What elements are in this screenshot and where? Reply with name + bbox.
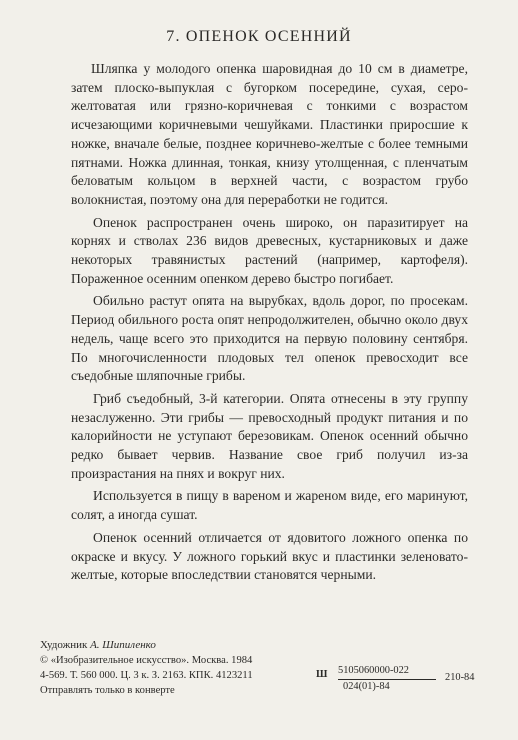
code-numerator: 5105060000-022 [338,665,409,676]
publisher-line: © «Изобразительное искусство». Москва. 1984 [40,655,253,666]
paragraph: Обильно растут опята на вырубках, вдоль дорог, по просекам. Период обильного роста опят непродолжителен, обычно около двух недель, чаще всего это приходится на первую половину сентября. По многочисленности плодовых тел опенок превосходит все съедобные шляпочные грибы. [71,293,468,384]
fraction-line [338,679,436,680]
page-title: 7. ОПЕНОК ОСЕННИЙ [166,28,352,45]
paragraph: Шляпка у молодого опенка шаровидная до 10 см в диаметре, затем плоско-выпуклая с бугорком посередине, сухая, серо-желтоватая или грязно-коричневая с тонкими с возрастом исчезающими коричневыми чешуйками. Пластинки приросшие к ножке, вначале белые, позднее коричнево-желтые с более темными пятнами. Ножка длинная, тонкая, книзу утолщенная, с пленчатым беловатым кольцом в верхней части, с возрастом грубо волокнистая, поэтому она для переработки не годится. [71,61,468,207]
paragraph: Опенок распространен очень широко, он паразитирует на корнях и стволах 236 видов древесных, кустарниковых и даже некоторых травянистых растений (например, картофеля). Пораженное осенним опенком дерево быстро погибает. [71,214,468,286]
code-suffix: 210-84 [445,672,475,683]
artist-credit [40,638,480,653]
artist-label: Художник [40,639,88,651]
mailing-note: Отправлять только в конверте [40,685,175,696]
print-info-line: 4-569. Т. 560 000. Ц. 3 к. З. 2163. КПК. 4123211 [40,670,253,681]
article-body [71,60,468,589]
paragraph: Гриб съедобный, 3-й категории. Опята отнесены в эту группу незаслуженно. Эти грибы — превосходный продукт питания и по калорийности не уступают березовикам. Опенок осенний обычно редко бывает червив. Название свое гриб получил из-за произрастания на пнях и вокруг них. [71,390,468,481]
artist-name: А. Шипиленко [90,639,156,651]
catalog-code [316,667,486,693]
paragraph: Опенок осенний отличается от ядовитого ложного опенка по окраске и вкусу. У ложного горький вкус и пластинки зеленовато-желтые, которые впоследствии становятся черными. [71,529,468,583]
code-denominator: 024(01)-84 [343,681,390,692]
paragraph: Используется в пищу в вареном и жареном виде, его маринуют, солят, а иногда сушат. [71,488,468,523]
code-prefix: Ш [316,669,328,680]
